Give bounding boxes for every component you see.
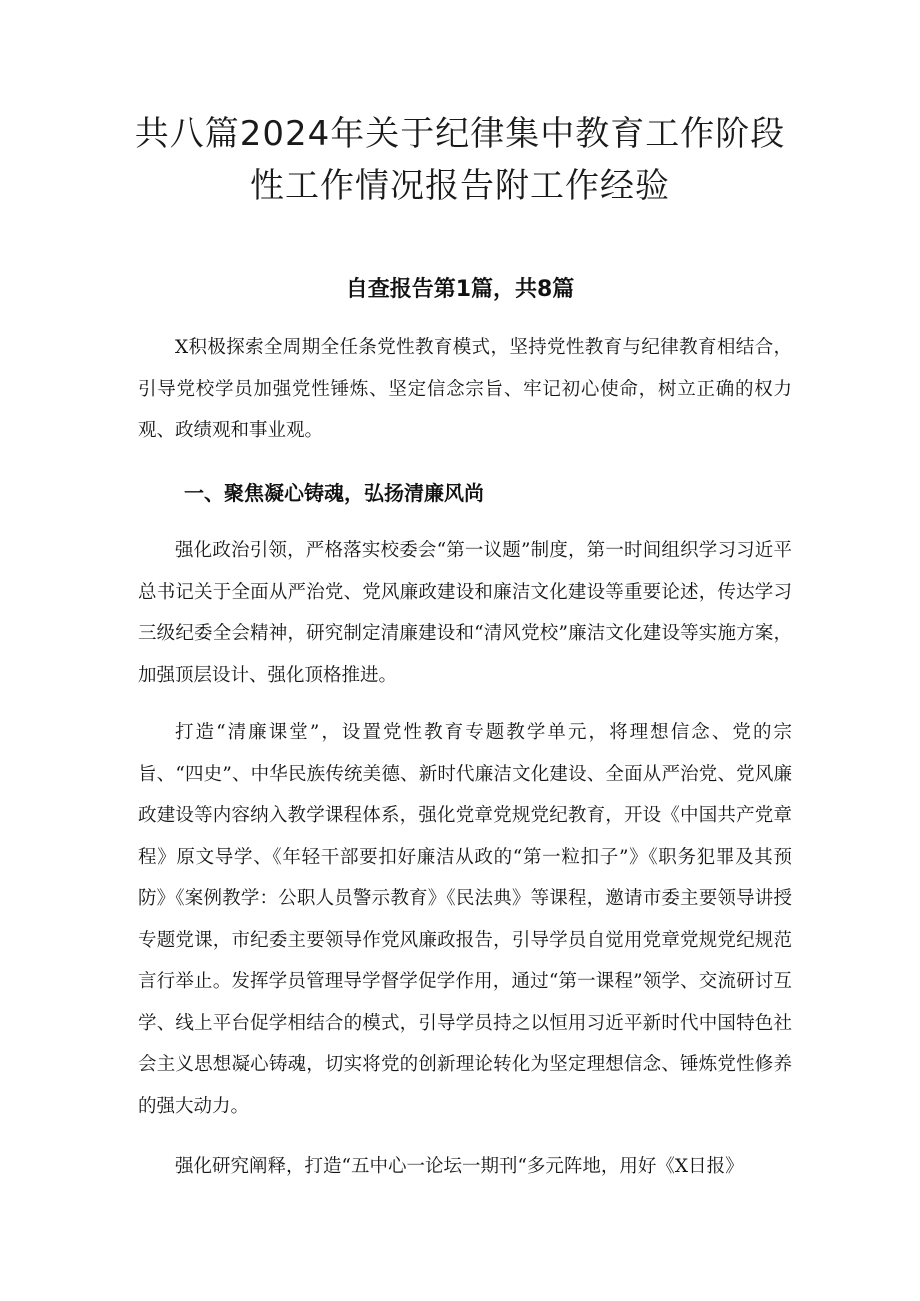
intro-paragraph: X积极探索全周期全任条党性教育模式，坚持党性教育与纪律教育相结合，引导党校学员加强党性锤炼、坚定信念宗旨、牢记初心使命，树立正确的权力观、政绩观和事业观。 <box>138 337 792 441</box>
document-subtitle: 自查报告第1篇，共8篇 <box>345 277 575 302</box>
document-title: 共八篇2024年关于纪律集中教育工作阶段性工作情况报告附工作经验 <box>134 114 786 206</box>
body-paragraph: 强化政治引领，严格落实校委会“第一议题”制度，第一时间组织学习习近平总书记关于全面从严治党、党风廉政建设和廉洁文化建设等重要论述，传达学习三级纪委全会精神，研究制定清廉建设和“清风党校”廉洁文化建设等实施方案，加强顶层设计、强化顶格推进。 <box>138 540 792 686</box>
section-heading: 一、聚焦凝心铸魂，弘扬清廉风尚 <box>184 481 484 505</box>
body-paragraph: 打造“清廉课堂”，设置党性教育专题教学单元，将理想信念、党的宗旨、“四史”、中华民族传统美德、新时代廉洁文化建设、全面从严治党、党风廉政建设等内容纳入教学课程体系，强化党章党规党纪教育，开设《中国共产党章程》原文导学、《年轻干部要扣好廉洁从政的“第一粒扣子”》《职务犯罪及其预防》《案例教学：公职人员警示教育》《民法典》等课程，邀请市委主要领导讲授专题党课，市纪委主要领导作党风廉政报告，引导学员自觉用党章党规党纪规范言行举止。发挥学员管理导学督学促学作用，通过“第一课程”领学、交流研讨互学、线上平台促学相结合的模式，引导学员持之以恒用习近平新时代中国特色社会主义思想凝心铸魂，切实将党的创新理论转化为坚定理想信念、锤炼党性修养的强大动力。 <box>138 722 792 1117</box>
body-paragraph: 强化研究阐释，打造“五中心一论坛一期刊“多元阵地，用好《X日报》 <box>175 1156 744 1177</box>
